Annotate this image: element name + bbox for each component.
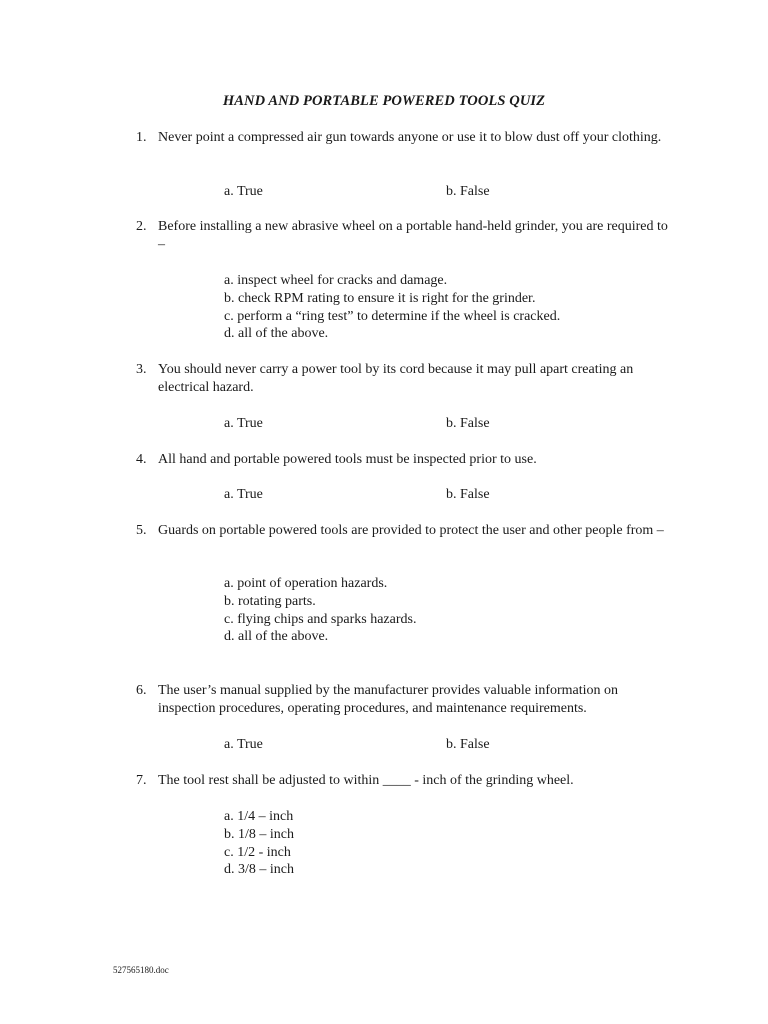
question-text: All hand and portable powered tools must be inspected prior to use. xyxy=(158,452,537,467)
question-7 xyxy=(136,772,676,790)
option-c: c. 1/2 - inch xyxy=(224,844,291,860)
answer-false: b. False xyxy=(446,487,490,502)
question-number: 6. xyxy=(136,683,147,698)
option-a: a. inspect wheel for cracks and damage. xyxy=(224,273,448,288)
option-d: d. all of the above. xyxy=(224,326,329,342)
question-6 xyxy=(136,682,676,718)
question-text: The tool rest shall be adjusted to within ____ - inch of the grinding wheel. xyxy=(158,773,574,788)
question-number: 3. xyxy=(136,362,147,377)
question-number: 2. xyxy=(136,219,147,234)
answer-true: a. True xyxy=(224,487,263,502)
question-1 xyxy=(136,129,676,147)
answer-true: a. True xyxy=(224,737,263,752)
question-number: 7. xyxy=(136,773,147,788)
question-text: Never point a compressed air gun towards anyone or use it to blow dust off your clothing. xyxy=(158,130,662,145)
options-list xyxy=(224,575,416,646)
question-text: Guards on portable powered tools are provided to protect the user and other people from – xyxy=(158,523,664,538)
question-number: 1. xyxy=(136,130,147,145)
option-d: d. 3/8 – inch xyxy=(224,862,294,878)
question-4 xyxy=(136,451,676,469)
option-b: b. check RPM rating to ensure it is right for the grinder. xyxy=(224,290,536,306)
option-d: d. all of the above. xyxy=(224,629,329,645)
option-a: a. point of operation hazards. xyxy=(224,576,388,591)
answer-false: b. False xyxy=(446,184,490,199)
options-list xyxy=(224,272,560,343)
document-filename: 527565180.doc xyxy=(113,965,169,975)
question-number: 5. xyxy=(136,523,147,538)
options-list xyxy=(224,808,294,879)
question-text: Before installing a new abrasive wheel on a portable hand-held grinder, you are required to – xyxy=(158,219,668,252)
question-number: 4. xyxy=(136,452,147,467)
option-c: c. perform a “ring test” to determine if the wheel is cracked. xyxy=(224,308,561,324)
question-2 xyxy=(136,218,676,254)
question-text: The user’s manual supplied by the manufacturer provides valuable information on inspection procedures, operating procedures, and maintenance requirements. xyxy=(158,683,619,716)
question-text: You should never carry a power tool by its cord because it may pull apart creating an electrical hazard. xyxy=(158,362,634,395)
option-a: a. 1/4 – inch xyxy=(224,809,294,824)
quiz-title: HAND AND PORTABLE POWERED TOOLS QUIZ xyxy=(222,93,546,109)
option-b: b. 1/8 – inch xyxy=(224,826,294,842)
answer-true: a. True xyxy=(224,184,263,199)
answer-false: b. False xyxy=(446,416,490,431)
question-5 xyxy=(136,522,676,540)
answer-true: a. True xyxy=(224,416,263,431)
option-b: b. rotating parts. xyxy=(224,593,316,609)
answer-false: b. False xyxy=(446,737,490,752)
question-3 xyxy=(136,361,676,397)
option-c: c. flying chips and sparks hazards. xyxy=(224,611,417,627)
